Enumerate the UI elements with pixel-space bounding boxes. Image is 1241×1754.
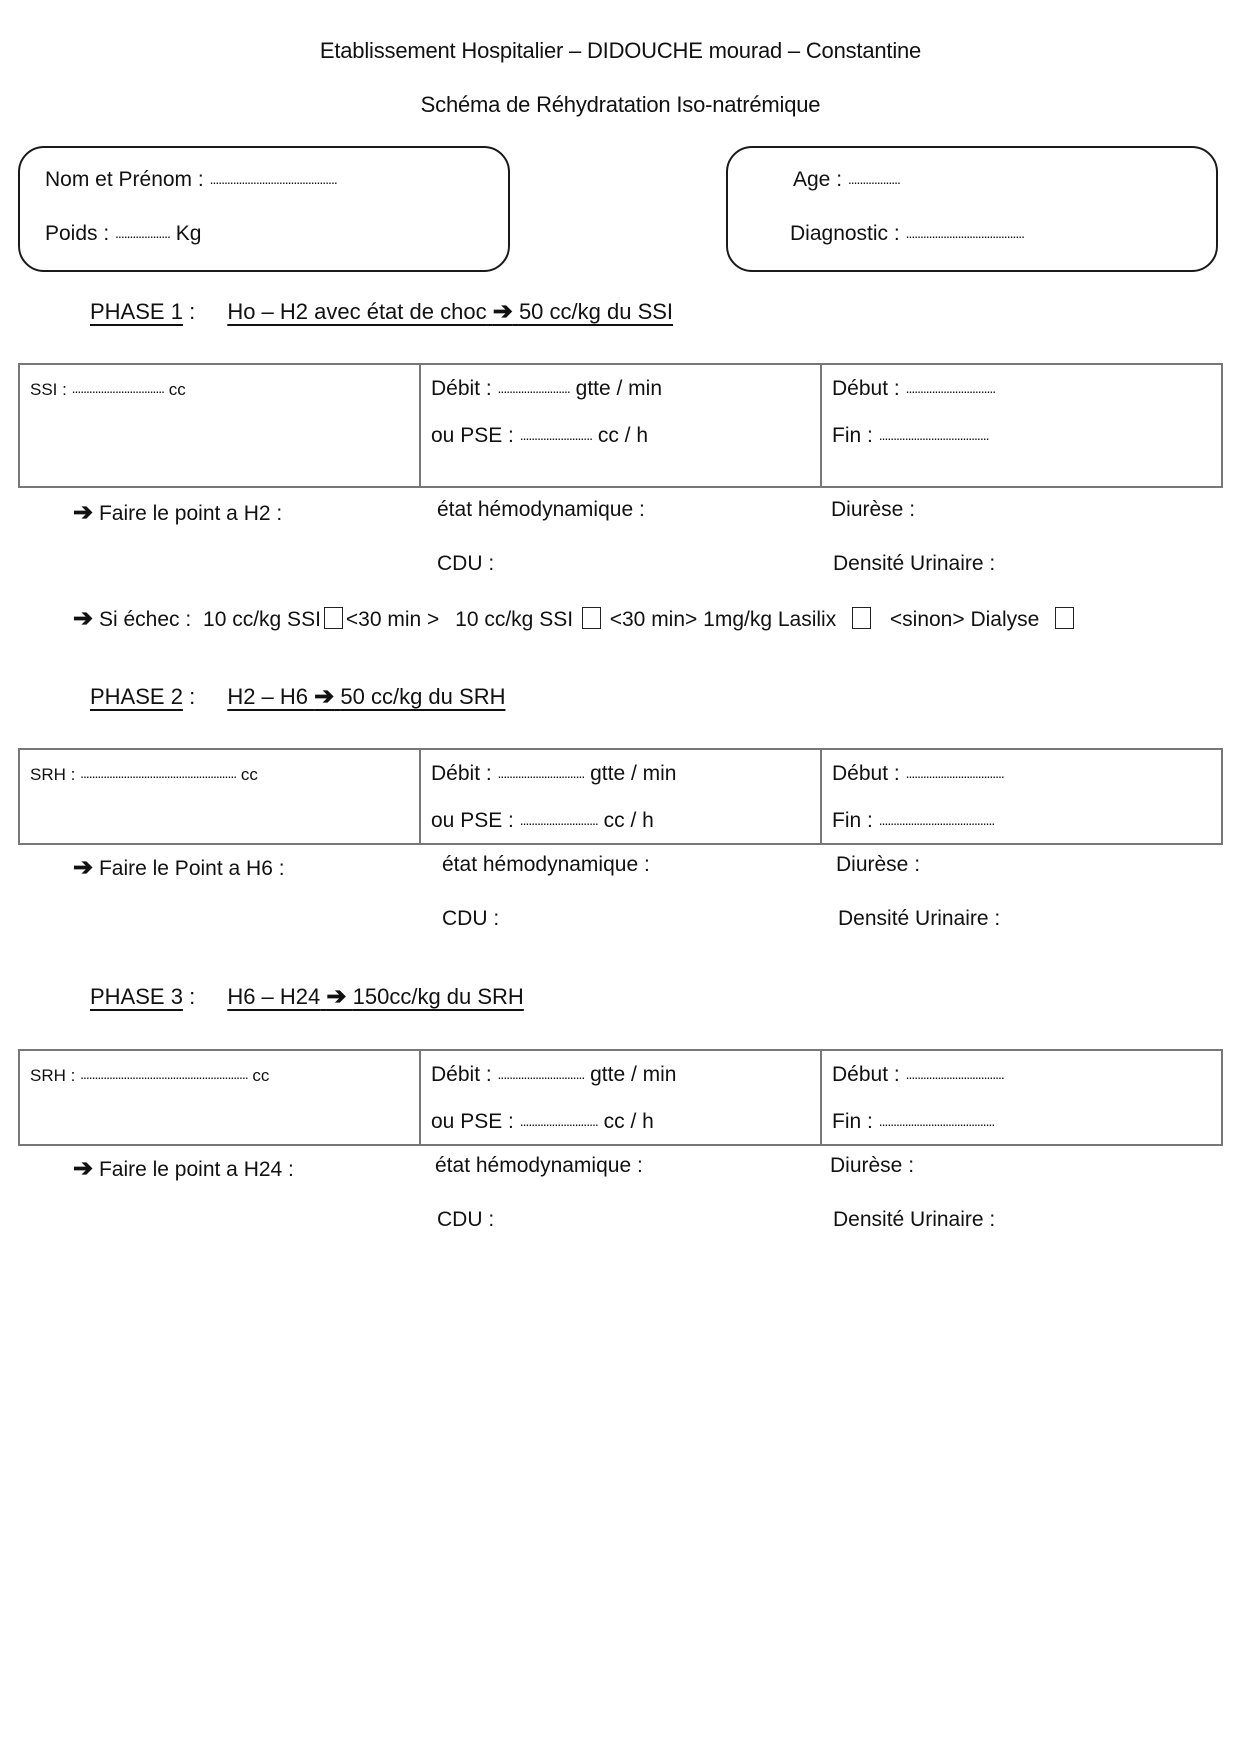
phase-2-fluid-cell[interactable] [19, 749, 420, 844]
debut-input[interactable]: ............................... [905, 380, 996, 396]
name-field[interactable] [45, 168, 337, 192]
weight-input-dots[interactable]: ................... [115, 225, 170, 241]
failure-step-2: 10 cc/kg SSI [455, 608, 574, 631]
fluid-volume-input[interactable]: ...................................................... [80, 765, 237, 781]
failure-label: Si échec : [98, 608, 192, 631]
phase-2-checkpoint: ➔ Faire le Point a H6 : [73, 854, 285, 881]
fin-input[interactable]: ........................................ [878, 1113, 995, 1129]
phase-3-checkpoint: ➔ Faire le point a H24 : [73, 1155, 294, 1182]
institution-name: Etablissement Hospitalier – DIDOUCHE mourad – Constantine [319, 38, 922, 63]
debit-label: Débit : [431, 762, 492, 785]
diagnostic-field[interactable] [790, 222, 1024, 246]
debut-label: Début : [832, 762, 900, 785]
fin-label: Fin : [832, 809, 873, 832]
phase-2-rate-cell[interactable] [420, 749, 821, 844]
diagnostic-input-dots[interactable]: ......................................... [905, 225, 1025, 241]
phase-2-description: H2 – H6 ➔ 50 cc/kg du SRH [227, 683, 506, 710]
phase-2-colon: : [189, 684, 196, 709]
phase-2-cdu-field[interactable]: CDU : [442, 907, 500, 930]
phase-3-rate-cell[interactable] [420, 1050, 821, 1145]
phase-2-time-cell[interactable] [821, 749, 1222, 844]
debit-input[interactable]: ......................... [497, 380, 570, 396]
phase-3-table [18, 1049, 1223, 1146]
arrow-right-icon: ➔ [314, 683, 335, 710]
checkbox-step-1[interactable] [324, 607, 343, 629]
debut-label: Début : [832, 1063, 900, 1086]
fluid-volume-input[interactable]: ................................ [71, 380, 165, 396]
phase-2-table [18, 748, 1223, 845]
name-input-dots[interactable]: ............................................ [209, 171, 337, 187]
weight-label: Poids : [45, 222, 110, 245]
phase-3-hemo-field[interactable]: état hémodynamique : [435, 1154, 643, 1177]
debit-unit: gtte / min [590, 1063, 677, 1086]
fluid-unit: cc [240, 765, 258, 784]
phase-3-time-cell[interactable] [821, 1050, 1222, 1145]
phase-2-label: PHASE 2 [90, 684, 183, 709]
fin-input[interactable]: ........................................ [878, 812, 995, 828]
failure-escalation: ➔ Si échec : 10 cc/kg SSI <30 min > 10 cc/kg SSI <30 min> 1mg/kg Lasilix <sinon> Dialyse [73, 604, 1077, 633]
phase-3-heading [90, 982, 524, 1011]
checkbox-step-4[interactable] [1055, 607, 1074, 629]
phase-3-cdu-field[interactable]: CDU : [437, 1208, 495, 1231]
fluid-label: SRH : [30, 765, 76, 784]
arrow-right-icon: ➔ [326, 983, 347, 1010]
phase-2-hemo-field[interactable]: état hémodynamique : [442, 853, 650, 876]
pse-unit: cc / h [597, 424, 649, 447]
pse-input[interactable]: ........................... [519, 812, 598, 828]
arrow-right-icon: ➔ [73, 854, 94, 881]
phase-3-colon: : [189, 984, 196, 1009]
failure-step-1: 10 cc/kg SSI [203, 608, 321, 631]
pse-unit: cc / h [603, 1110, 654, 1133]
patient-identity-box [18, 146, 510, 272]
phase-2-heading [90, 682, 505, 711]
arrow-right-icon: ➔ [73, 605, 94, 632]
debit-input[interactable]: .............................. [497, 1066, 585, 1082]
phase-1-cdu-field[interactable]: CDU : [437, 552, 495, 575]
phase-1-diurese-field[interactable]: Diurèse : [831, 498, 916, 521]
fluid-label: SSI : [30, 380, 67, 399]
fluid-unit: cc [252, 1066, 270, 1085]
fin-input[interactable]: ...................................... [878, 427, 989, 443]
pse-label: ou PSE : [431, 809, 514, 832]
debut-input[interactable]: .................................. [905, 1066, 1004, 1082]
diagnostic-label: Diagnostic : [790, 222, 900, 245]
pse-unit: cc / h [603, 809, 654, 832]
fin-label: Fin : [832, 1110, 873, 1133]
age-input-dots[interactable]: .................. [847, 171, 900, 187]
debit-label: Débit : [431, 1063, 492, 1086]
debit-unit: gtte / min [590, 762, 677, 785]
phase-1-label: PHASE 1 [90, 299, 183, 324]
age-label: Age : [793, 168, 843, 191]
phase-3-description: H6 – H24 ➔ 150cc/kg du SRH [227, 983, 524, 1010]
weight-unit: Kg [175, 222, 202, 245]
fluid-volume-input[interactable]: .......................................................... [80, 1066, 248, 1082]
phase-3-fluid-cell[interactable] [19, 1050, 420, 1145]
phase-1-colon: : [189, 299, 196, 324]
phase-1-description: Ho – H2 avec état de choc ➔ 50 cc/kg du SSI [227, 298, 674, 325]
debut-input[interactable]: .................................. [905, 765, 1004, 781]
phase-1-hemo-field[interactable]: état hémodynamique : [437, 498, 645, 521]
failure-step-3: 1mg/kg Lasilix [703, 608, 837, 631]
phase-3-diurese-field[interactable]: Diurèse : [830, 1154, 915, 1177]
phase-1-densite-field[interactable]: Densité Urinaire : [833, 552, 996, 575]
weight-field[interactable] [45, 222, 201, 246]
phase-2-densite-field[interactable]: Densité Urinaire : [838, 907, 1001, 930]
debit-label: Débit : [431, 377, 492, 400]
age-field[interactable] [793, 168, 900, 192]
phase-1-table [18, 363, 1223, 488]
debut-label: Début : [832, 377, 900, 400]
phase-1-heading [90, 297, 673, 326]
phase-1-checkpoint: ➔ Faire le point a H2 : [73, 499, 283, 526]
fluid-label: SRH : [30, 1066, 76, 1085]
fin-label: Fin : [832, 424, 873, 447]
arrow-right-icon: ➔ [492, 298, 513, 325]
fluid-unit: cc [168, 380, 186, 399]
pse-label: ou PSE : [431, 1110, 514, 1133]
patient-clinical-box [726, 146, 1218, 272]
checkbox-step-2[interactable] [582, 607, 601, 629]
pse-input[interactable]: ......................... [519, 427, 592, 443]
checkbox-step-3[interactable] [852, 607, 871, 629]
debit-unit: gtte / min [575, 377, 663, 400]
phase-3-label: PHASE 3 [90, 984, 183, 1009]
name-label: Nom et Prénom : [45, 168, 204, 191]
phase-1-rate-cell[interactable] [420, 364, 821, 487]
pse-label: ou PSE : [431, 424, 514, 447]
debit-input[interactable]: .............................. [497, 765, 585, 781]
phase-2-diurese-field[interactable]: Diurèse : [836, 853, 921, 876]
form-title: Schéma de Réhydratation Iso-natrémique [420, 92, 821, 117]
arrow-right-icon: ➔ [73, 1155, 94, 1182]
arrow-right-icon: ➔ [73, 499, 94, 526]
phase-1-fluid-cell[interactable] [19, 364, 420, 487]
phase-3-densite-field[interactable]: Densité Urinaire : [833, 1208, 996, 1231]
failure-step-4: Dialyse [970, 608, 1040, 631]
pse-input[interactable]: ........................... [519, 1113, 598, 1129]
phase-1-time-cell[interactable] [821, 364, 1222, 487]
